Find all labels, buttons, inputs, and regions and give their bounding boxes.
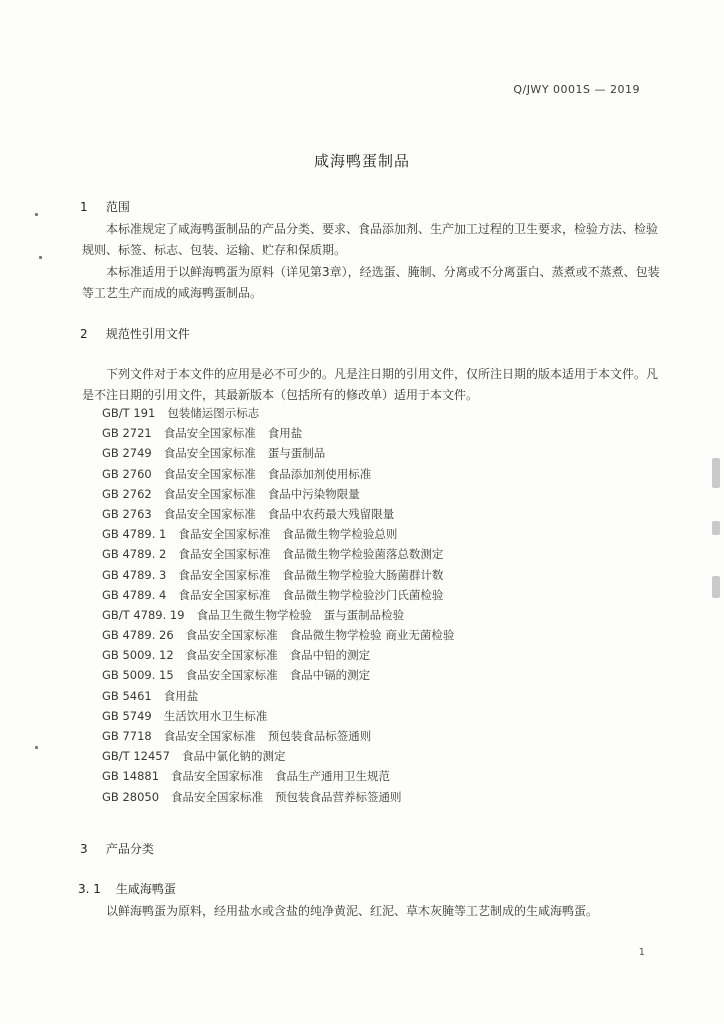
reference-code: GB 2762 [102, 486, 152, 501]
section-number: 2 [80, 327, 88, 341]
reference-name: 食品微生物学检验菌落总数测定 [282, 547, 444, 562]
reference-standard: 食品安全国家标准 [163, 426, 256, 441]
reference-list [102, 403, 454, 807]
reference-item [102, 706, 454, 726]
subsection-title: 生咸海鸭蛋 [115, 882, 176, 896]
reference-item [102, 464, 454, 484]
reference-name: 蛋与蛋制品 [267, 446, 326, 461]
reference-standard: 食品卫生微生物学检验 [196, 607, 312, 622]
reference-name: 预包装食品营养标签通则 [275, 789, 402, 804]
reference-item [102, 423, 454, 443]
reference-item [102, 766, 454, 786]
reference-item [102, 443, 454, 463]
reference-code: GB 2763 [102, 506, 152, 521]
reference-standard: 食品安全国家标准 [178, 527, 271, 542]
scope-paragraph-1: 本标准规定了咸海鸭蛋制品的产品分类、要求、食品添加剂、生产加工过程的卫生要求，检验方法、检验规则、标签、标志、包装、运输、贮存和保质期。 [82, 222, 659, 257]
section-1-heading [80, 198, 130, 215]
reference-name: 食品中氯化钠的测定 [181, 749, 286, 764]
document-title: 咸海鸭蛋制品 [313, 152, 410, 170]
reference-item [102, 625, 454, 645]
reference-name: 蛋与蛋制品检验 [323, 607, 405, 622]
reference-name: 食品微生物学检验沙门氏菌检验 [282, 587, 444, 602]
section-title: 范围 [105, 200, 130, 214]
scan-edge-mark [712, 576, 720, 598]
reference-code: GB 5009. 12 [102, 648, 174, 663]
section-3-heading [80, 840, 154, 857]
reference-standard: 食品安全国家标准 [185, 628, 278, 643]
reference-item [102, 524, 454, 544]
scan-edge-mark [712, 521, 720, 535]
reference-standard: 食品安全国家标准 [163, 486, 256, 501]
reference-code: GB/T 12457 [102, 749, 170, 764]
reference-item [102, 686, 454, 706]
reference-code: GB/T 4789. 19 [102, 607, 185, 622]
reference-name: 包装储运图示标志 [167, 406, 260, 420]
reference-item [102, 403, 454, 423]
reference-name: 食品中污染物限量 [267, 486, 360, 501]
subsection-number: 3. 1 [78, 882, 101, 896]
reference-name: 食品添加剂使用标准 [267, 466, 372, 481]
reference-item [102, 484, 454, 504]
reference-code: GB 7718 [102, 729, 152, 743]
scan-speck [39, 256, 42, 259]
section-number: 3 [80, 842, 88, 856]
scan-speck [35, 746, 38, 749]
section-number: 1 [80, 200, 88, 214]
reference-code: GB/T 191 [102, 406, 156, 420]
scan-edge-mark [712, 458, 720, 488]
reference-name: 食用盐 [267, 426, 303, 441]
reference-name: 预包装食品标签通则 [267, 729, 372, 743]
standard-code: Q/JWY 0001S — 2019 [513, 83, 640, 96]
reference-name: 食品中农药最大残留限量 [267, 506, 395, 521]
reference-name: 食用盐 [163, 688, 199, 703]
reference-code: GB 5009. 15 [102, 668, 174, 683]
reference-code: GB 2749 [102, 446, 152, 461]
reference-item [102, 565, 454, 585]
reference-code: GB 14881 [102, 769, 160, 784]
section-2-heading [80, 325, 190, 342]
reference-name: 食品微生物学检验大肠菌群计数 [282, 567, 444, 582]
reference-standard: 食品安全国家标准 [178, 587, 271, 602]
reference-name: 食品微生物学检验 商业无菌检验 [289, 628, 455, 643]
reference-item [102, 645, 454, 665]
page-number: 1 [638, 947, 645, 958]
references-intro: 下列文件对于本文件的应用是必不可少的。凡是注日期的引用文件，仅所注日期的版本适用于本文件。凡是不注日期的引用文件，其最新版本（包括所有的修改单）适用于本文件。 [82, 367, 659, 402]
reference-item [102, 787, 454, 807]
reference-name: 食品中铅的测定 [289, 648, 371, 663]
reference-item [102, 665, 454, 685]
reference-standard: 食品安全国家标准 [178, 567, 271, 582]
reference-item [102, 605, 454, 625]
reference-standard: 食品安全国家标准 [185, 668, 278, 683]
reference-name: 食品中镉的测定 [289, 668, 371, 683]
reference-code: GB 4789. 1 [102, 527, 167, 542]
reference-standard: 食品安全国家标准 [171, 789, 264, 804]
reference-code: GB 28050 [102, 789, 160, 804]
section-title: 产品分类 [105, 842, 154, 856]
reference-code: GB 4789. 3 [102, 567, 167, 582]
reference-code: GB 5749 [102, 708, 152, 723]
reference-code: GB 4789. 2 [102, 547, 167, 562]
scan-speck [35, 213, 38, 216]
reference-item [102, 544, 454, 564]
reference-code: GB 2760 [102, 466, 152, 481]
reference-name: 食品微生物学检验总则 [282, 527, 398, 542]
reference-item [102, 585, 454, 605]
reference-code: GB 4789. 26 [102, 628, 174, 643]
reference-standard: 食品安全国家标准 [163, 466, 256, 481]
reference-item [102, 746, 454, 766]
reference-standard: 食品安全国家标准 [163, 729, 256, 743]
reference-name: 生活饮用水卫生标准 [163, 708, 268, 723]
reference-code: GB 2721 [102, 426, 152, 441]
reference-standard: 食品安全国家标准 [163, 446, 256, 461]
reference-standard: 食品安全国家标准 [185, 648, 278, 663]
subsection-3-1-text: 以鲜海鸭蛋为原料，经用盐水或含盐的纯净黄泥、红泥、草木灰腌等工艺制成的生咸海鸭蛋。 [106, 904, 599, 918]
reference-item [102, 504, 454, 524]
reference-standard: 食品安全国家标准 [178, 547, 271, 562]
reference-item [102, 726, 454, 746]
reference-code: GB 4789. 4 [102, 587, 167, 602]
section-title: 规范性引用文件 [105, 327, 190, 341]
scope-paragraph-2: 本标准适用于以鲜海鸭蛋为原料（详见第3章），经选蛋、腌制、分离或不分离蛋白、蒸煮或不蒸煮、包装等工艺生产而成的咸海鸭蛋制品。 [82, 265, 660, 300]
reference-code: GB 5461 [102, 688, 152, 703]
reference-standard: 食品安全国家标准 [171, 769, 264, 784]
reference-name: 食品生产通用卫生规范 [275, 769, 391, 784]
subsection-3-1-heading [78, 880, 176, 897]
reference-standard: 食品安全国家标准 [163, 506, 256, 521]
